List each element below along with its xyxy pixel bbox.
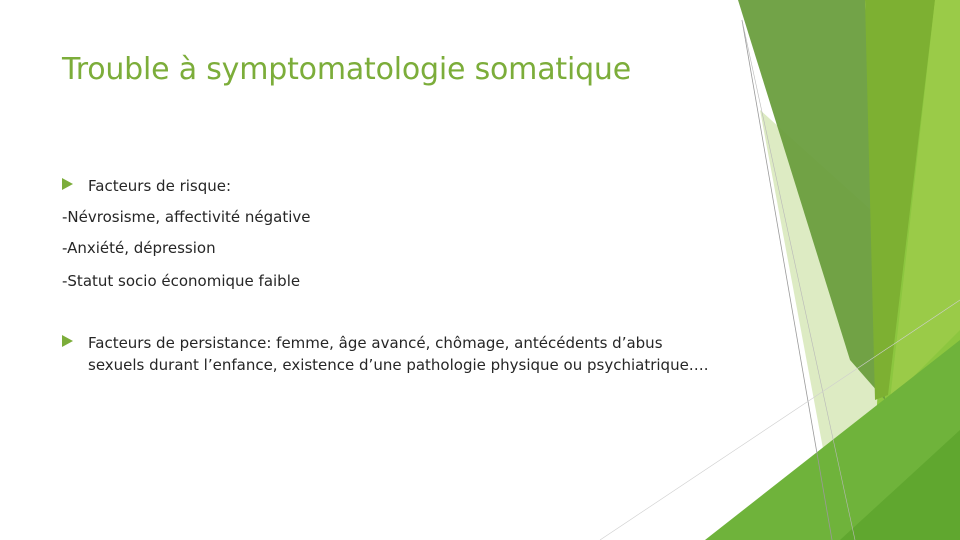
- slide-title: Trouble à symptomatologie somatique: [62, 52, 632, 87]
- risk-line-anxiety: -Anxiété, dépression: [62, 239, 216, 257]
- risk-line-socioeconomic: -Statut socio économique faible: [62, 272, 301, 290]
- triangle-right-icon: [62, 335, 73, 347]
- triangle-right-icon: [62, 178, 73, 190]
- bullet-item-persistence-factors: [62, 332, 712, 376]
- risk-line-neuroticism: -Névrosisme, affectivité négative: [62, 208, 311, 226]
- bullet-text: Facteurs de risque:: [88, 177, 232, 195]
- bullet-text: Facteurs de persistance: femme, âge avancé, chômage, antécédents d’abus sexuels durant l’enfance, existence d’une pathologie physique ou psychiatrique….: [88, 334, 709, 374]
- bullet-item-risk-factors: [62, 175, 231, 197]
